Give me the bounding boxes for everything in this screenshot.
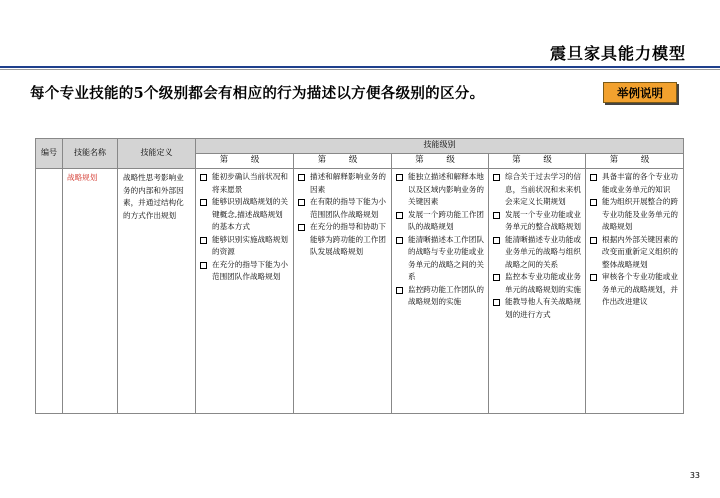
level-cell [392,169,489,414]
level-header: 第 级 [586,154,684,169]
level-header: 第 级 [489,154,586,169]
column-header-skill-levels: 技能级别 [196,139,684,154]
column-header-skill-name: 技能名称 [63,139,118,169]
page-subtitle: 每个专业技能的5个级别都会有相应的行为描述以方便各级别的区分。 [30,85,485,102]
table-row [36,169,684,414]
level-bullet: 具备丰富的各个专业功能或业务单元的知识 [589,171,680,196]
level-bullet: 能独立描述和解释本地以及区域内影响业务的关键因素 [395,171,485,209]
level-bullet: 发展一个专业功能或业务单元的整合战略规划 [492,209,582,234]
level-bullet: 发展一个跨功能工作团队的战略规划 [395,209,485,234]
level-header: 第 级 [294,154,392,169]
level-bullet: 监控跨功能工作团队的战略规划的实施 [395,284,485,309]
page-title: 震旦家具能力模型 [549,44,686,63]
skill-level-table [35,138,684,414]
level-cell [196,169,294,414]
level-bullet: 在有限的指导下能为小范围团队作战略规划 [297,196,388,221]
column-header-skill-definition: 技能定义 [118,139,196,169]
level-header: 第 级 [392,154,489,169]
column-header-number: 编号 [36,139,63,169]
level-cell [586,169,684,414]
level-cell [294,169,392,414]
example-button[interactable]: 举例说明 [603,82,677,103]
level-bullet: 能够识别实施战略规划的资源 [199,234,290,259]
level-bullet: 根据内外部关键因素的改变而重新定义组织的整体战略规划 [589,234,680,272]
level-bullet: 在充分的指导下能为小范围团队作战略规划 [199,259,290,284]
level-bullet: 描述和解释影响业务的因素 [297,171,388,196]
level-bullet: 能为组织开展整合的跨专业功能及业务单元的战略规划 [589,196,680,234]
level-bullet: 综合关于过去学习的信息，当前状况和未来机会来定义长期规划 [492,171,582,209]
level-bullet: 监控本专业功能或业务单元的战略规划的实施 [492,271,582,296]
level-bullet: 能初步确认当前状况和将来愿景 [199,171,290,196]
skill-name-cell: 战略规划 [63,169,118,414]
level-bullet: 能教导他人有关战略规划的进行方式 [492,296,582,321]
page-number: 33 [689,471,700,480]
level-bullet: 在充分的指导和协助下能够为跨功能的工作团队发展战略规划 [297,221,388,259]
level-bullet: 能够识别战略规划的关键概念,描述战略规划的基本方式 [199,196,290,234]
title-divider-secondary [0,69,720,70]
level-cell [489,169,586,414]
level-header: 第 级 [196,154,294,169]
level-bullet: 审核各个专业功能或业务单元的战略规划，并作出改进建议 [589,271,680,309]
skill-definition-cell: 战略性思考影响业务的内部和外部因素，并通过结构化的方式作出规划 [118,169,196,414]
title-divider [0,66,720,68]
level-bullet: 能清晰描述专业功能或业务单元的战略与组织战略之间的关系 [492,234,582,272]
skill-number-cell [36,169,63,414]
level-bullet: 能清晰描述本工作团队的战略与专业功能或业务单元的战略之间的关系 [395,234,485,284]
